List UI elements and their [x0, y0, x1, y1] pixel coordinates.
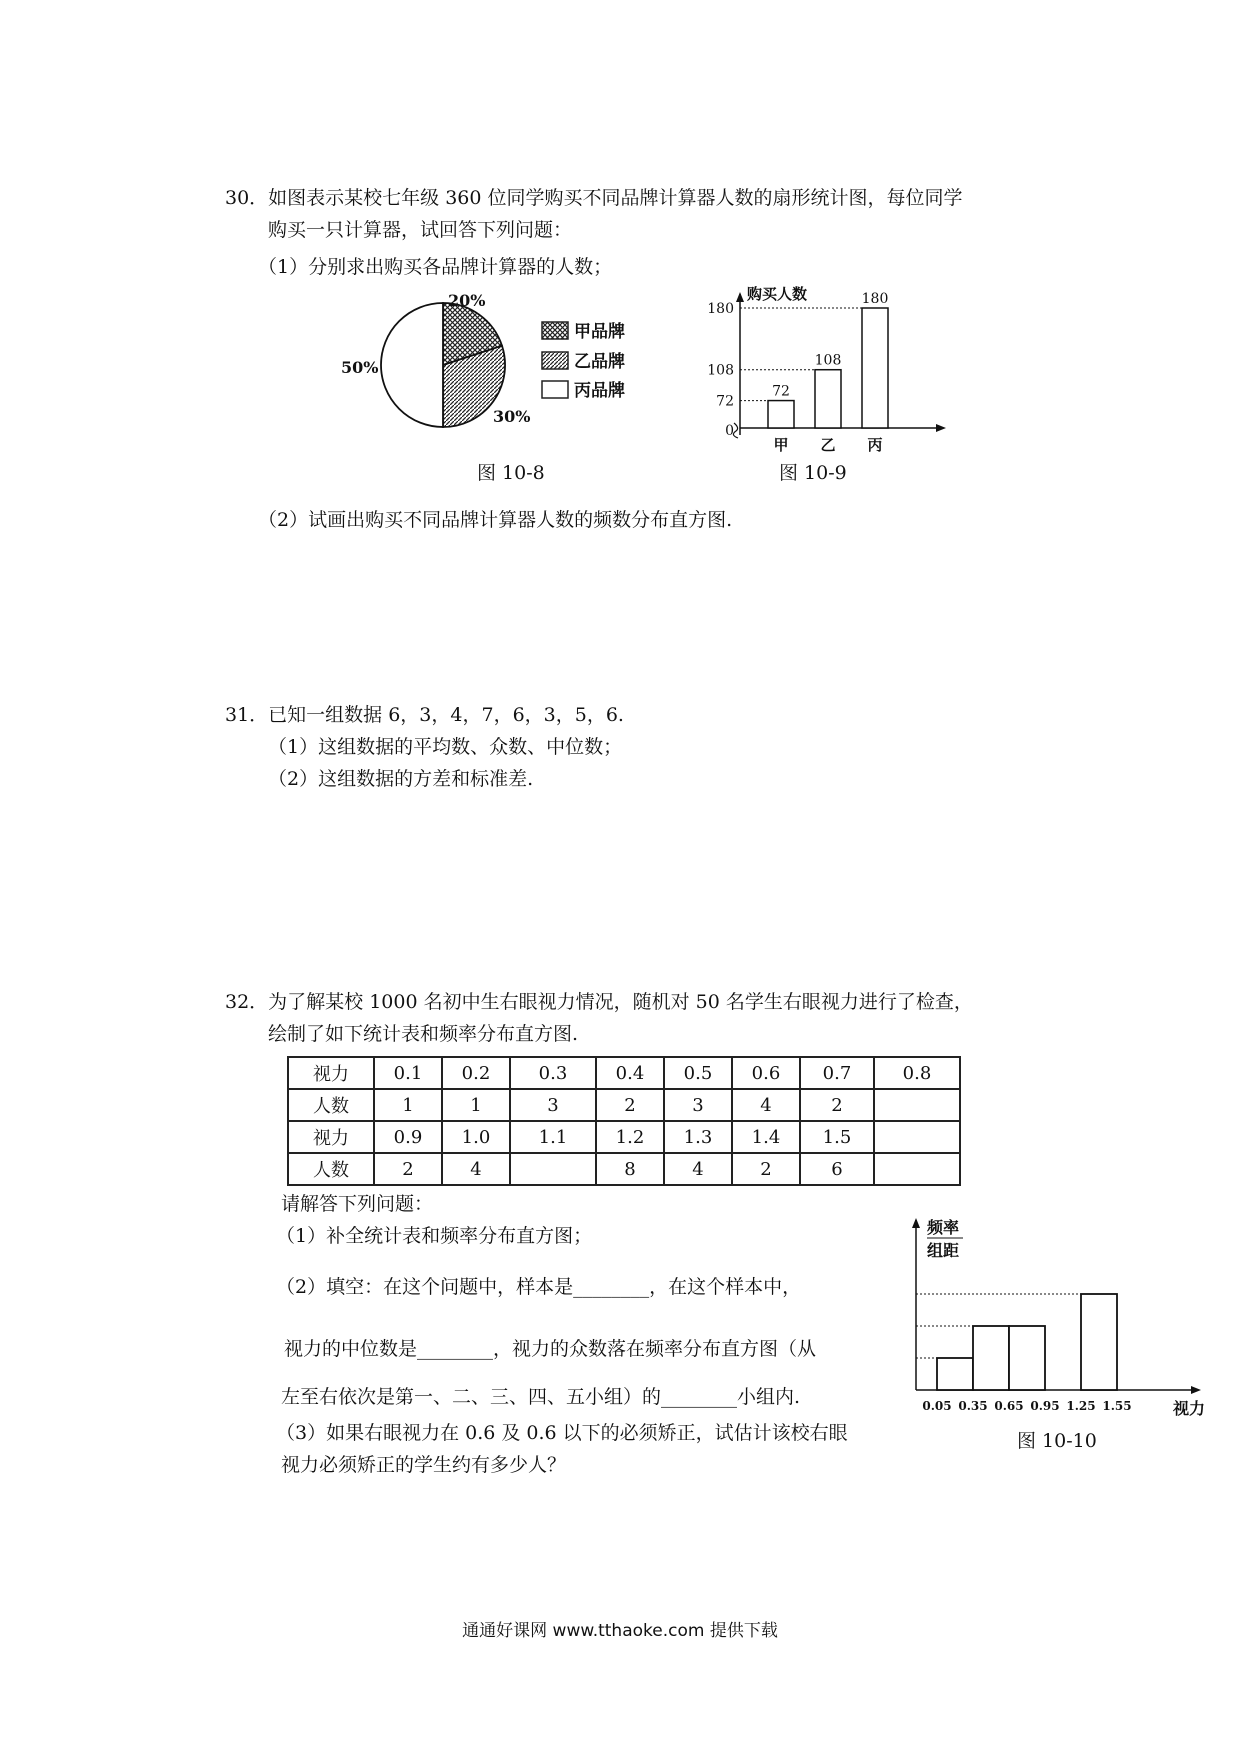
q30-part2: （2）试画出购买不同品牌计算器人数的频数分布直方图.	[258, 509, 733, 531]
q30-part1: （1）分别求出购买各品牌计算器的人数；	[258, 256, 613, 278]
vision-stat-table	[287, 1056, 961, 1186]
pie-label-2: 50%	[341, 358, 379, 377]
q32-line2: 绘制了如下统计表和频率分布直方图.	[268, 1023, 579, 1045]
table-cell: 2	[732, 1153, 800, 1185]
table-cell: 4	[732, 1089, 800, 1121]
bar-chart	[690, 280, 960, 455]
legend-swatch-1	[542, 352, 568, 369]
bar-ytick-label: 72	[716, 393, 734, 410]
fig-10-10-caption: 图 10-10	[1017, 1430, 1097, 1452]
bar-0	[768, 401, 794, 428]
pie-chart	[330, 285, 660, 445]
table-cell: 8	[596, 1153, 664, 1185]
q32-part2b: 视力的中位数是________，视力的众数落在频率分布直方图（从	[284, 1338, 817, 1360]
hist-xtick-label: 0.05	[922, 1399, 952, 1413]
hist-bar-4	[1081, 1294, 1117, 1390]
page-footer: 通通好课网 www.tthaoke.com 提供下载	[462, 1621, 778, 1641]
table-row	[288, 1089, 960, 1121]
hist-xtick-label: 0.95	[1030, 1399, 1060, 1413]
table-cell: 0.3	[510, 1057, 596, 1089]
table-cell: 1.2	[596, 1121, 664, 1153]
table-cell: 人数	[288, 1089, 374, 1121]
hist-marks	[916, 1294, 1132, 1413]
table-cell: 视力	[288, 1121, 374, 1153]
pie-slice-2	[381, 303, 443, 427]
table-cell: 2	[374, 1153, 442, 1185]
bar-data-label: 108	[814, 352, 842, 369]
fig-10-9-caption: 图 10-9	[779, 462, 847, 484]
bar-category-label: 甲	[773, 436, 789, 454]
table-cell: 0.7	[800, 1057, 874, 1089]
hist-bar-0	[937, 1358, 973, 1390]
q32-part2c: 左至右依次是第一、二、三、四、五小组）的________小组内.	[281, 1386, 801, 1408]
table-cell: 3	[510, 1089, 596, 1121]
table-row	[288, 1057, 960, 1089]
hist-bar-2	[1009, 1326, 1045, 1390]
pie-label-1: 30%	[493, 407, 531, 426]
q32-part1: （1）补全统计表和频率分布直方图；	[276, 1225, 593, 1247]
table-cell	[510, 1153, 596, 1185]
hist-xtick-label: 1.55	[1102, 1399, 1132, 1413]
q32-prompt: 请解答下列问题：	[281, 1193, 434, 1215]
table-cell	[874, 1089, 960, 1121]
bar-ytick-label: 0	[725, 423, 734, 439]
table-cell: 0.8	[874, 1057, 960, 1089]
table-cell: 0.6	[732, 1057, 800, 1089]
fig-10-8-caption: 图 10-8	[477, 462, 545, 484]
q32-part3a: （3）如果右眼视力在 0.6 及 0.6 以下的必须矫正，试估计该校右眼	[276, 1422, 848, 1444]
q32-line1: 32．为了解某校 1000 名初中生右眼视力情况，随机对 50 名学生右眼视力进行了检查，	[225, 991, 973, 1013]
bar-ylabel: 购买人数	[747, 285, 808, 303]
bar-category-label: 乙	[820, 436, 836, 454]
table-cell: 1	[374, 1089, 442, 1121]
hist-ylabel-top: 频率	[927, 1218, 960, 1237]
table-cell: 0.4	[596, 1057, 664, 1089]
pie-label-0: 20%	[448, 291, 486, 310]
table-cell	[874, 1153, 960, 1185]
table-row	[288, 1121, 960, 1153]
bar-ytick-label: 108	[707, 362, 734, 379]
hist-bar-1	[973, 1326, 1009, 1390]
table-cell: 0.2	[442, 1057, 510, 1089]
q32-part2a: （2）填空：在这个问题中，样本是________，在这个样本中，	[276, 1276, 802, 1298]
q30-line1: 30．如图表示某校七年级 360 位同学购买不同品牌计算器人数的扇形统计图，每位同学	[225, 187, 963, 209]
pie-slices	[381, 303, 505, 427]
legend-label-1: 乙品牌	[574, 352, 625, 372]
table-cell: 0.5	[664, 1057, 732, 1089]
hist-xlabel: 视力	[1173, 1399, 1206, 1418]
hist-xtick-label: 0.65	[994, 1399, 1024, 1413]
bar-1	[815, 370, 841, 428]
table-cell: 视力	[288, 1057, 374, 1089]
table-cell: 2	[596, 1089, 664, 1121]
legend-label-0: 甲品牌	[574, 322, 625, 342]
table-cell: 0.1	[374, 1057, 442, 1089]
q31-part1: （1）这组数据的平均数、众数、中位数；	[268, 736, 623, 758]
table-cell: 6	[800, 1153, 874, 1185]
q31-line1: 31．已知一组数据 6，3，4，7，6，3，5，6.	[225, 704, 624, 726]
table-cell: 0.9	[374, 1121, 442, 1153]
legend-swatch-0	[542, 322, 568, 339]
legend-label-2: 丙品牌	[574, 381, 625, 401]
bar-data-label: 72	[772, 383, 790, 400]
histogram-chart	[905, 1210, 1215, 1420]
hist-xtick-label: 0.35	[958, 1399, 988, 1413]
bar-ytick-label: 180	[707, 301, 734, 317]
table-cell: 人数	[288, 1153, 374, 1185]
table-cell	[874, 1121, 960, 1153]
q32-part3b: 视力必须矫正的学生约有多少人？	[281, 1454, 567, 1476]
hist-ylabel-bottom: 组距	[927, 1241, 960, 1260]
table-cell: 1.3	[664, 1121, 732, 1153]
table-cell: 1.4	[732, 1121, 800, 1153]
bar-data-label: 180	[861, 291, 889, 307]
table-row	[288, 1153, 960, 1185]
bar-marks	[707, 291, 888, 454]
hist-xtick-label: 1.25	[1066, 1399, 1096, 1413]
table-cell: 1.5	[800, 1121, 874, 1153]
table-cell: 2	[800, 1089, 874, 1121]
table-cell: 4	[664, 1153, 732, 1185]
table-cell: 1.1	[510, 1121, 596, 1153]
table-cell: 4	[442, 1153, 510, 1185]
bar-2	[862, 308, 888, 428]
table-cell: 3	[664, 1089, 732, 1121]
q30-line2: 购买一只计算器，试回答下列问题：	[268, 219, 573, 241]
bar-category-label: 丙	[867, 436, 883, 454]
q31-part2: （2）这组数据的方差和标准差.	[268, 768, 534, 790]
table-cell: 1.0	[442, 1121, 510, 1153]
legend-swatch-2	[542, 381, 568, 398]
table-cell: 1	[442, 1089, 510, 1121]
